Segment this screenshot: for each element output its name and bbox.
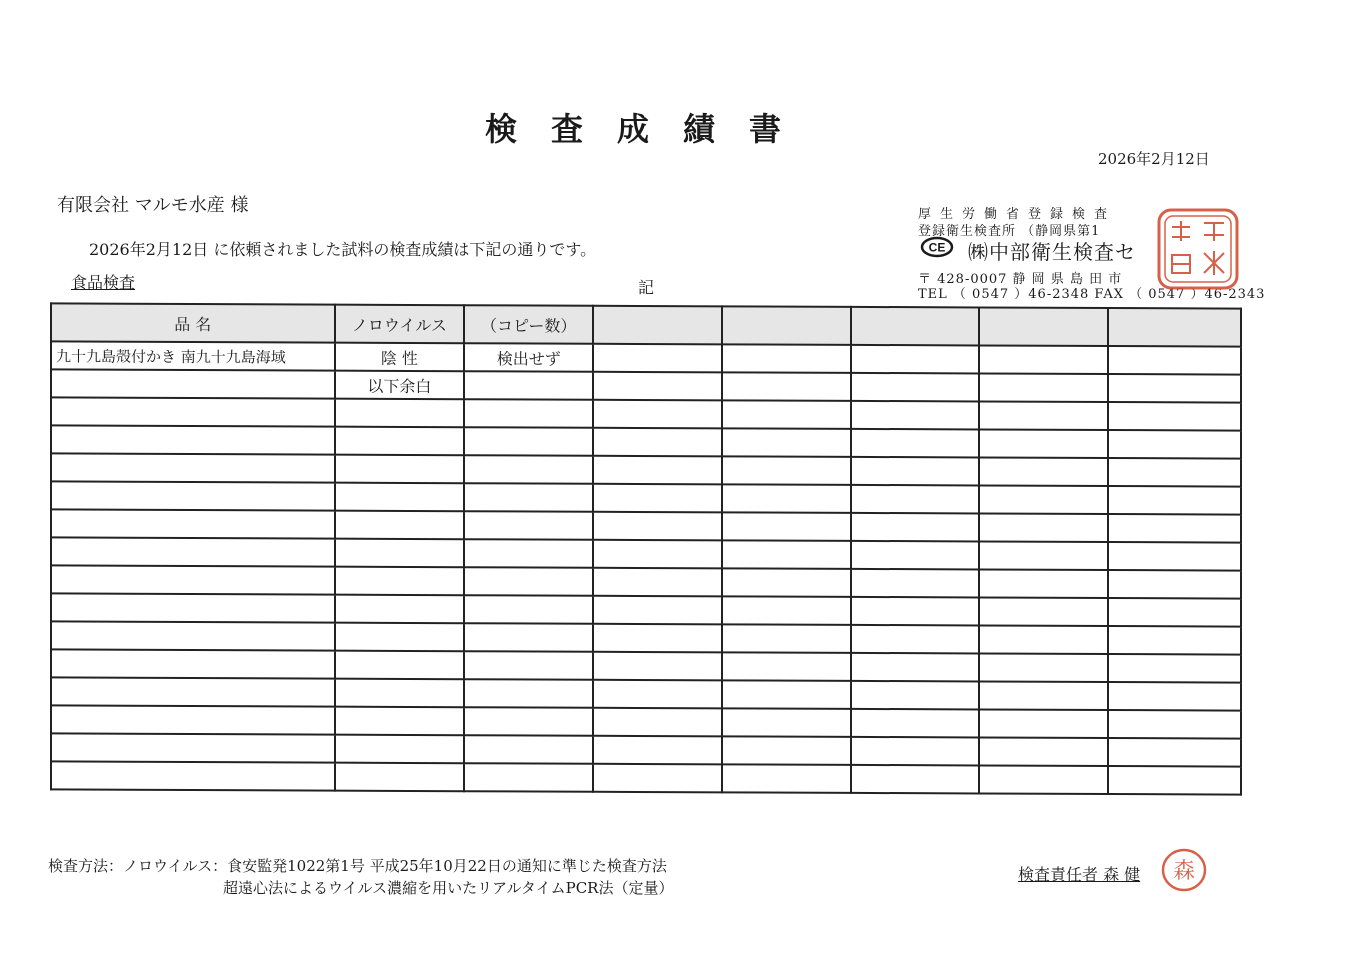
- table-cell: [593, 344, 722, 373]
- table-cell: [722, 540, 851, 569]
- table-cell: [722, 372, 851, 401]
- table-cell: [1108, 542, 1241, 571]
- table-cell: [979, 513, 1108, 542]
- lab-phone: TEL （ 0547 ）46-2348 FAX （ 0547 ）46-2343: [918, 287, 1266, 302]
- table-cell: [464, 595, 593, 624]
- table-cell: [1108, 374, 1241, 403]
- table-cell: [851, 765, 980, 794]
- table-cell: [979, 345, 1108, 374]
- lab-seal-icon: [1156, 207, 1240, 291]
- table-cell: [1108, 430, 1241, 459]
- test-method-line-2: 超遠心法によるウイルス濃縮を用いたリアルタイムPCR法（定量）: [223, 879, 674, 897]
- header-empty: [593, 306, 722, 345]
- table-cell: [722, 736, 851, 765]
- table-cell: [722, 512, 851, 541]
- table-cell: [851, 429, 980, 458]
- table-cell: [464, 623, 593, 652]
- lab-registered-line: 登録衛生検査所 （静岡県第1: [918, 224, 1101, 239]
- table-cell: [722, 764, 851, 793]
- table-cell: [979, 681, 1108, 710]
- table-cell: [1108, 626, 1241, 655]
- table-cell: [722, 652, 851, 681]
- table-cell: [979, 541, 1108, 570]
- section-label: 食品検査: [71, 273, 136, 292]
- table-cell: [51, 369, 335, 398]
- results-table: [50, 302, 1242, 795]
- table-cell: [464, 399, 593, 428]
- table-cell: [51, 453, 335, 482]
- table-cell: [851, 485, 980, 514]
- table-cell: [464, 763, 593, 792]
- table-cell: [51, 705, 335, 734]
- table-cell: [335, 567, 465, 596]
- table-cell: [593, 400, 722, 429]
- table-cell: [851, 513, 980, 542]
- lab-address: 〒 428-0007 静 岡 県 島 田 市: [918, 272, 1123, 287]
- header-empty: [979, 307, 1108, 346]
- table-cell: [51, 537, 335, 566]
- header-empty: [1108, 308, 1241, 347]
- table-cell: [593, 708, 722, 737]
- table-cell: [593, 764, 722, 793]
- table-cell: [335, 427, 465, 456]
- table-cell: [593, 428, 722, 457]
- table-cell: [851, 737, 980, 766]
- header-empty: [851, 307, 980, 346]
- lab-name: ㈱中部衛生検査セ: [968, 240, 1136, 264]
- table-cell: [979, 401, 1108, 430]
- table-cell: [51, 565, 335, 594]
- lab-registration-line: 厚生労働省登録検査: [918, 207, 1117, 222]
- header-norovirus: ノロウイルス: [335, 305, 465, 344]
- table-cell: [1108, 458, 1241, 487]
- table-cell: [593, 652, 722, 681]
- intro-text: 2026年2月12日 に依頼されました試料の検査成績は下記の通りです。: [89, 240, 597, 259]
- table-cell: [593, 372, 722, 401]
- table-cell: [335, 539, 465, 568]
- table-cell: [1108, 514, 1241, 543]
- table-cell: [851, 653, 980, 682]
- table-cell: [593, 512, 722, 541]
- table-cell: [335, 595, 465, 624]
- table-cell: [593, 484, 722, 513]
- table-cell: 検出せず: [464, 343, 593, 372]
- table-cell: [593, 736, 722, 765]
- table-cell: [979, 485, 1108, 514]
- test-method-line-1: 検査方法：ノロウイルス：食安監発1022第1号 平成25年10月22日の通知に準じた検査方法: [48, 857, 667, 875]
- table-cell: [722, 400, 851, 429]
- table-cell: [464, 371, 593, 400]
- table-cell: [593, 624, 722, 653]
- lab-logo-icon: [920, 236, 954, 258]
- table-cell: [851, 569, 980, 598]
- table-cell: [851, 457, 980, 486]
- table-cell: [722, 568, 851, 597]
- table-cell: [979, 653, 1108, 682]
- table-cell: [851, 373, 980, 402]
- table-cell: [464, 679, 593, 708]
- table-cell: [722, 484, 851, 513]
- table-cell: [979, 429, 1108, 458]
- table-cell: [335, 623, 465, 652]
- table-cell: [51, 761, 335, 790]
- table-cell: [1108, 570, 1241, 599]
- table-cell: [722, 680, 851, 709]
- table-cell: [51, 425, 335, 454]
- table-cell: [979, 597, 1108, 626]
- table-cell: [722, 344, 851, 373]
- table-cell: [593, 540, 722, 569]
- table-cell: 陰 性: [335, 343, 465, 372]
- table-cell: [979, 765, 1108, 794]
- table-cell: [464, 651, 593, 680]
- table-cell: [722, 624, 851, 653]
- table-cell: [593, 568, 722, 597]
- table-cell: [335, 511, 465, 540]
- table-cell: [1108, 486, 1241, 515]
- table-cell: [335, 483, 465, 512]
- table-cell: [851, 401, 980, 430]
- table-cell: [851, 541, 980, 570]
- ki-mark: 記: [638, 278, 655, 297]
- lab-logo-text: CE: [928, 240, 946, 255]
- table-cell: [1108, 710, 1241, 739]
- table-cell: [335, 735, 465, 764]
- table-cell: [722, 596, 851, 625]
- header-empty: [722, 306, 851, 345]
- table-cell: [51, 509, 335, 538]
- table-cell: [464, 735, 593, 764]
- responsible-seal-icon: [1160, 847, 1208, 893]
- table-cell: [51, 649, 335, 678]
- recipient: 有限会社 マルモ水産 様: [57, 195, 249, 216]
- table-cell: [1108, 346, 1241, 375]
- table-cell: [1108, 766, 1241, 795]
- table-cell: [593, 596, 722, 625]
- table-cell: [335, 455, 465, 484]
- table-cell: [593, 456, 722, 485]
- table-header-row: [51, 303, 1241, 346]
- table-cell: [979, 569, 1108, 598]
- table-row: [51, 761, 1241, 794]
- table-cell: [464, 511, 593, 540]
- table-cell: [1108, 598, 1241, 627]
- table-cell: [722, 428, 851, 457]
- table-cell: [51, 397, 335, 426]
- table-cell: [464, 455, 593, 484]
- table-cell: [51, 677, 335, 706]
- header-product-name: 品 名: [51, 303, 335, 342]
- table-cell: [593, 680, 722, 709]
- table-cell: [722, 456, 851, 485]
- table-cell: [51, 621, 335, 650]
- table-cell: [1108, 682, 1241, 711]
- table-cell: [335, 399, 465, 428]
- table-cell: [979, 373, 1108, 402]
- header-copy-count: （コピー数）: [464, 305, 593, 344]
- table-cell: [851, 681, 980, 710]
- table-cell: [722, 708, 851, 737]
- table-cell: [851, 597, 980, 626]
- table-cell: [464, 427, 593, 456]
- table-cell: [464, 483, 593, 512]
- table-cell: [464, 539, 593, 568]
- table-cell: [979, 625, 1108, 654]
- table-cell: [1108, 402, 1241, 431]
- table-cell: [51, 481, 335, 510]
- table-cell: [464, 707, 593, 736]
- table-cell: [979, 737, 1108, 766]
- table-cell: 九十九島殻付かき 南九十九島海域: [51, 341, 335, 370]
- responsible-seal-text: 森: [1172, 859, 1196, 884]
- table-cell: [1108, 738, 1241, 767]
- issue-date: 2026年2月12日: [1098, 150, 1210, 168]
- table-cell: [464, 567, 593, 596]
- table-cell: [1108, 654, 1241, 683]
- table-cell: [851, 709, 980, 738]
- table-cell: [851, 625, 980, 654]
- table-cell: 以下余白: [335, 371, 465, 400]
- table-cell: [851, 345, 980, 374]
- table-cell: [51, 593, 335, 622]
- table-cell: [51, 733, 335, 762]
- table-cell: [979, 457, 1108, 486]
- table-cell: [335, 707, 465, 736]
- responsible-person: 検査責任者 森 健: [1018, 865, 1141, 884]
- table-cell: [335, 651, 465, 680]
- document-title: 検査成績書: [484, 110, 815, 148]
- table-cell: [335, 763, 465, 792]
- table-cell: [979, 709, 1108, 738]
- table-cell: [335, 679, 465, 708]
